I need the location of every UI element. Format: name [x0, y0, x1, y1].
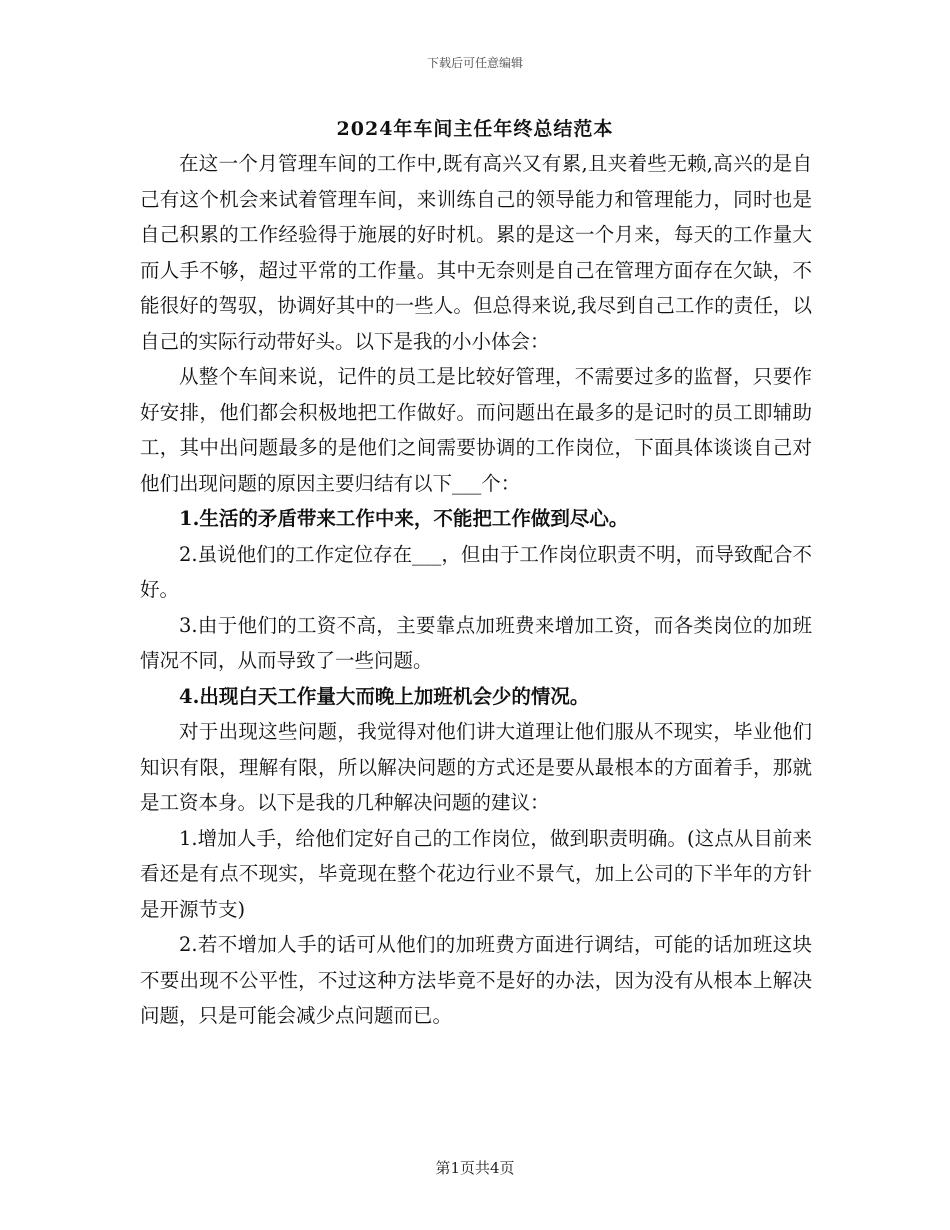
paragraph-reason-3: 3.由于他们的工资不高，主要靠点加班费来增加工资，而各类岗位的加班情况不同，从而导致了一些问题。 [140, 613, 812, 672]
paragraph-suggestion-1: 1.增加人手，给他们定好自己的工作岗位，做到职责明确。(这点从目前来看还是有点不现实，毕竟现在整个花边行业不景气，加上公司的下半年的方针是开源节支) [140, 826, 812, 921]
paragraph-solution-intro: 对于出现这些问题，我觉得对他们讲大道理让他们服从不现实，毕业他们知识有限，理解有限，所以解决问题的方式还是要从最根本的方面着手，那就是工资本身。以下是我的几种解决问题的建议： [140, 720, 812, 814]
paragraph-workshop-overview: 从整个车间来说，记件的员工是比较好管理，不需要过多的监督，只要作好安排，他们都会积极地把工作做好。而问题出在最多的是记时的员工即辅助工，其中出问题最多的是他们之间需要协调的工作岗位，下面具体谈谈自己对他们出现问题的原因主要归结有以下___个： [140, 365, 812, 495]
page-number: 第1页共4页 [435, 1159, 515, 1177]
paragraph-suggestion-2: 2.若不增加人手的话可从他们的加班费方面进行调结，可能的话加班这块不要出现不公平性，不过这种方法毕竟不是好的办法，因为没有从根本上解决问题，只是可能会减少点问题而已。 [140, 933, 812, 1027]
paragraph-reason-4: 4.出现白天工作量大而晚上加班机会少的情况。 [179, 684, 590, 708]
download-editable-note: 下载后可任意编辑 [426, 56, 523, 70]
document-title: 2024年车间主任年终总结范本 [336, 118, 614, 140]
paragraph-reason-1: 1.生活的矛盾带来工作中来，不能把工作做到尽心。 [179, 507, 629, 530]
paragraph-reason-2: 2.虽说他们的工作定位存在___，但由于工作岗位职责不明，而导致配合不好。 [140, 542, 812, 601]
document-body [140, 146, 812, 1034]
paragraph-intro: 在这一个月管理车间的工作中,既有高兴又有累,且夹着些无赖,高兴的是自己有这个机会来试着管理车间，来训练自己的领导能力和管理能力，同时也是自己积累的工作经验得于施展的好时机。累的是这一个月来，每天的工作量大而人手不够，超过平常的工作量。其中无奈则是自己在管理方面存在欠缺，不能很好的驾驭，协调好其中的一些人。但总得来说,我尽到自己工作的责任，以自己的实际行动带好头。以下是我的小小体会： [140, 152, 812, 353]
